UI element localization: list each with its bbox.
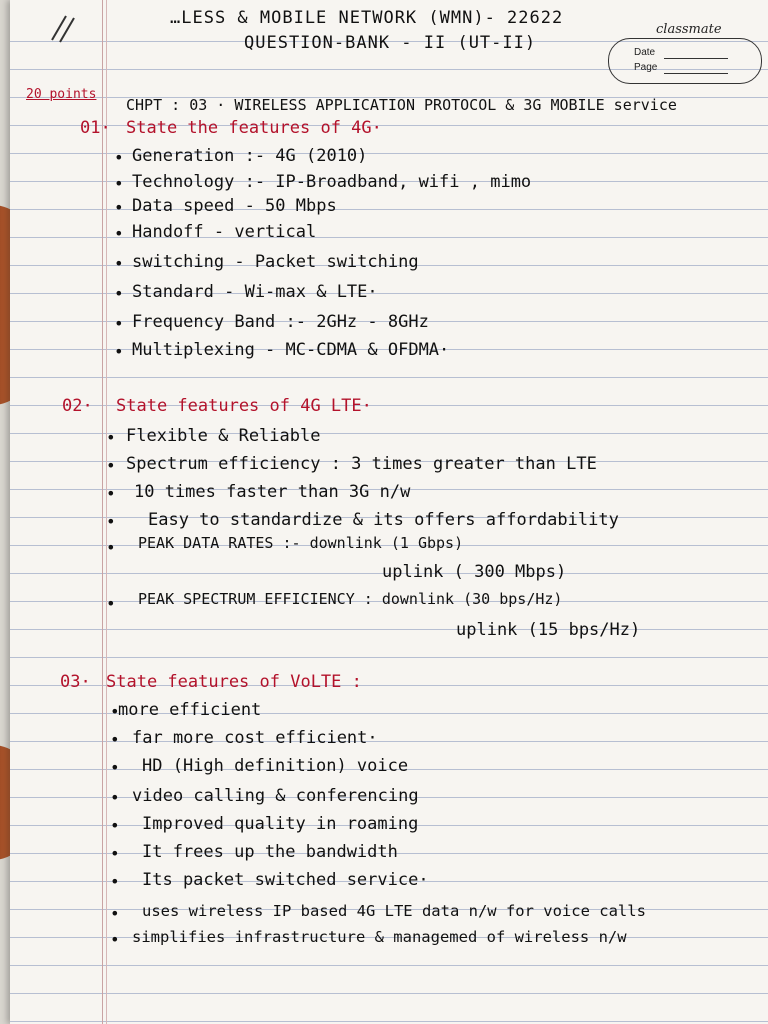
question-number: 02· bbox=[62, 396, 93, 416]
list-item: Improved quality in roaming bbox=[142, 814, 419, 834]
bullet: • bbox=[110, 788, 120, 807]
bullet: • bbox=[106, 538, 116, 557]
list-item: 10 times faster than 3G n/w bbox=[134, 482, 411, 502]
list-item: It frees up the bandwidth bbox=[142, 842, 398, 862]
bullet: • bbox=[106, 594, 116, 613]
bullet: • bbox=[110, 816, 120, 835]
list-item: Technology :- IP-Broadband, wifi , mimo bbox=[132, 172, 532, 192]
marks-label: 20 points bbox=[26, 87, 97, 102]
bullet: • bbox=[114, 148, 124, 167]
margin-line bbox=[102, 0, 103, 1024]
list-item: video calling & conferencing bbox=[132, 786, 419, 806]
page-rule bbox=[664, 73, 728, 74]
bullet: • bbox=[106, 512, 116, 531]
list-item: Its packet switched service· bbox=[142, 870, 429, 890]
list-item: PEAK SPECTRUM EFFICIENCY : downlink (30 bps/Hz) bbox=[138, 590, 563, 608]
slash-mark-icon bbox=[46, 14, 86, 44]
header-line-1: …LESS & MOBILE NETWORK (WMN)- 22622 bbox=[170, 8, 564, 28]
question-title: State the features of 4G· bbox=[126, 118, 382, 138]
list-item: PEAK DATA RATES :- downlink (1 Gbps) bbox=[138, 534, 464, 552]
list-item: far more cost efficient· bbox=[132, 728, 378, 748]
bullet: • bbox=[114, 314, 124, 333]
bullet: • bbox=[114, 342, 124, 361]
bullet: • bbox=[106, 456, 116, 475]
brand-logo: classmate bbox=[656, 22, 722, 37]
question-number: 03· bbox=[60, 672, 91, 692]
list-item: Standard - Wi-max & LTE· bbox=[132, 282, 378, 302]
notebook-brand bbox=[608, 22, 768, 84]
bullet: • bbox=[114, 254, 124, 273]
list-item: Handoff - vertical bbox=[132, 222, 317, 242]
bullet: • bbox=[110, 844, 120, 863]
date-page-frame bbox=[608, 38, 762, 84]
list-item: uses wireless IP based 4G LTE data n/w for voice calls bbox=[142, 902, 646, 920]
bullet: • bbox=[114, 284, 124, 303]
bullet: • bbox=[106, 428, 116, 447]
list-item: Spectrum efficiency : 3 times greater than LTE bbox=[126, 454, 597, 474]
header-line-2: QUESTION-BANK - II (UT-II) bbox=[244, 33, 537, 53]
list-item: HD (High definition) voice bbox=[142, 756, 409, 776]
list-item: uplink ( 300 Mbps) bbox=[382, 562, 567, 582]
bullet: • bbox=[106, 484, 116, 503]
date-rule bbox=[664, 58, 728, 59]
bullet: • bbox=[110, 872, 120, 891]
list-item: Flexible & Reliable bbox=[126, 426, 321, 446]
bullet: • bbox=[110, 730, 120, 749]
list-item: Easy to standardize & its offers affordability bbox=[148, 510, 619, 530]
list-item: Generation :- 4G (2010) bbox=[132, 146, 368, 166]
question-number: 01· bbox=[80, 118, 111, 138]
bullet: • bbox=[114, 198, 124, 217]
bullet: • bbox=[110, 930, 120, 949]
bullet: • bbox=[114, 224, 124, 243]
bullet: • bbox=[110, 702, 120, 721]
chapter-title: CHPT : 03 · WIRELESS APPLICATION PROTOCOL & 3G MOBILE service bbox=[126, 96, 677, 114]
question-title: State features of 4G LTE· bbox=[116, 396, 372, 416]
page-label: Page bbox=[634, 62, 658, 73]
bullet: • bbox=[114, 174, 124, 193]
list-item: uplink (15 bps/Hz) bbox=[456, 620, 641, 640]
list-item: simplifies infrastructure & managemed of wireless n/w bbox=[132, 928, 627, 946]
list-item: more efficient bbox=[118, 700, 262, 720]
list-item: switching - Packet switching bbox=[132, 252, 419, 272]
date-label: Date bbox=[634, 47, 656, 58]
question-title: State features of VoLTE : bbox=[106, 672, 362, 692]
list-item: Frequency Band :- 2GHz - 8GHz bbox=[132, 312, 429, 332]
bullet: • bbox=[110, 758, 120, 777]
bullet: • bbox=[110, 904, 120, 923]
notebook-page bbox=[10, 0, 768, 1024]
list-item: Data speed - 50 Mbps bbox=[132, 196, 337, 216]
list-item: Multiplexing - MC-CDMA & OFDMA· bbox=[132, 340, 450, 360]
